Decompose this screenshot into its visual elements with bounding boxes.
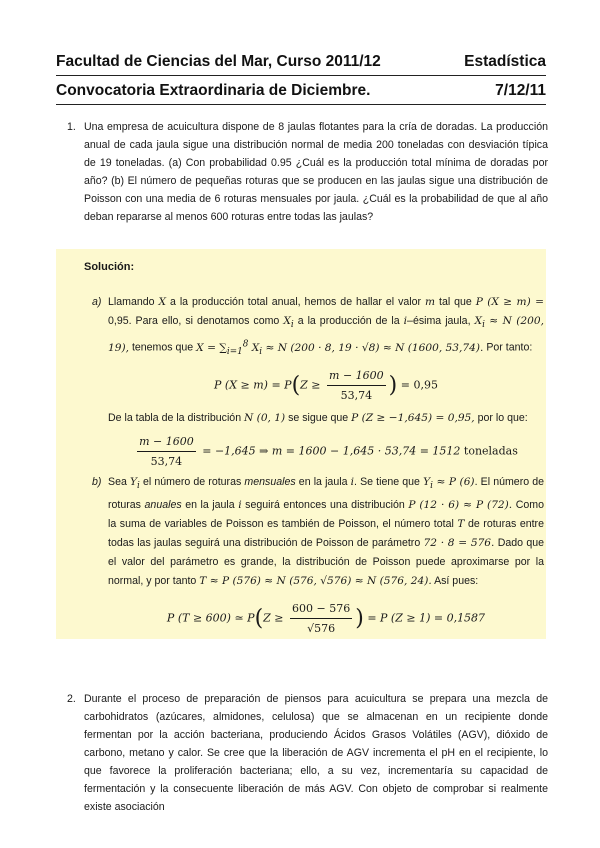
equation-b1: P (T ≥ 600) ≃ P(Z ≥ $\frac{600 - 576}{√576}$ ) = P (Z ≥ 1) = 0,1587 (108, 599, 544, 638)
part-a-body: Llamando X a la producción total anual, hemos de hallar el valor m tal que P (X ≥ m) = 0,95. Para ello, si denotamos como $X_i$ a la producción de la i–ésima jaula, $X_i \approx N$ (200, 19), tenemos que $X = \sum_{i=1}^8$ $X_i \approx N$ (200 · 8, 19 · √8) ≈ N (1600, 53,74). Por tanto: P (X ≥ m) = P(Z ≥ $\frac{m - 1600}{53,74}$ ) = 0,95 De la tabla de la distribución N (0, 1) se sigue que P (Z ≥ −1,645) = 0,95, por lo que: $\frac{m - 1600}{53,74}$ = −1,645 ⇒ m = 1600 − 1,645 · 53,74 = 1512 toneladas (108, 293, 544, 471)
part-a-text: Por tanto: (486, 341, 533, 354)
header-row-1 (56, 53, 546, 71)
problem-1 (67, 118, 548, 226)
part-a-text: a la producción de la (297, 315, 400, 327)
fraction-a1: $\frac{m - 1600}{53,74}$ (327, 366, 386, 405)
fraction-b1: $\frac{600 - 576}{√576}$ (290, 599, 352, 638)
subject-title: Estadística (464, 53, 546, 70)
solution-box (56, 249, 546, 639)
exam-date: 7/12/11 (495, 82, 546, 99)
exam-title: Convocatoria Extraordinaria de Diciembre. (56, 82, 371, 99)
part-a-text: se sigue que (288, 411, 349, 424)
problem-2-text: Durante el proceso de preparación de piensos para acuicultura se prepara una mezcla de carbohidratos (azúcares, almidones, celulosa) que se almacenan en un recipiente donde fermentan por la acción bacteriana, produciendo Ácidos Grasos Volátiles (AGV), dióxido de carbono, metano y calor. Se cree que la liberación de AGV incrementa el pH en el recipiente, lo que favorece la proliferación bacteriana; ello, a su vez, incrementaría su capacidad de fermentación y la consecuente liberación de más AGV. Con objeto de comprobar si realmente existe asociación (84, 693, 548, 813)
header-rule-2 (56, 104, 546, 105)
faculty-title: Facultad de Ciencias del Mar, Curso 2011/12 (56, 53, 381, 70)
fraction-a2: $\frac{m - 1600}{53,74}$ (137, 432, 196, 471)
part-a-text: De la tabla de la distribución (108, 411, 242, 424)
problem-2 (67, 690, 548, 816)
part-b-label: b) (92, 476, 102, 488)
part-a-text: Llamando (108, 296, 155, 308)
part-a-label: a) (92, 296, 102, 308)
solution-part-a (92, 293, 544, 475)
problem-1-text: Una empresa de acuicultura dispone de 8 jaulas flotantes para la cría de doradas. La producción anual de cada jaula sigue una distribución normal de media 200 toneladas con desviación típica de 19 toneladas. (a) Con probabilidad 0.95 ¿Cuál es la producción total mínima de doradas por año? (b) El número de pequeñas roturas que se producen en las jaulas sigue una distribución de Poisson con una media de 6 roturas mensuales por jaula. ¿Cuál es la probabilidad de que al año deban repararse al menos 600 roturas entre todas las jaulas? (84, 121, 548, 223)
equation-a2: $\frac{m - 1600}{53,74}$ = −1,645 ⇒ m = 1600 − 1,645 · 53,74 = 1512 toneladas (108, 432, 544, 471)
header-row-2 (56, 82, 546, 100)
part-a-text: por lo que: (477, 411, 528, 424)
part-a-text: tenemos que (131, 341, 194, 354)
part-a-text: tal que (439, 296, 472, 308)
part-a-text: 0,95. Para ello, si denotamos como (108, 315, 280, 327)
header-rule-1 (56, 75, 546, 76)
problem-1-number: 1. (67, 121, 76, 133)
solution-title: Solución: (84, 261, 135, 273)
part-b-body: Sea $Y_i$ el número de roturas mensuales en la jaula i. Se tiene que $Y_i \approx P$ (6). El número de roturas anuales en la jaula i seguirá entonces una distribución P (12 · 6) ≈ P (72). Como la suma de variables de Poisson es también de Poisson, el número total T de roturas entre todas las jaulas seguirá una distribución de Poisson de parámetro 72 · 8 = 576. Dado que el valor del parámetro es grande, la distribución de Poisson puede aproximarse por la normal, y por tanto T ≈ P (576) ≈ N (576, √576) ≈ N (576, 24). Así pues: P (T ≥ 600) ≃ P(Z ≥ $\frac{600 - 576}{√576}$ ) = P (Z ≥ 1) = 0,1587 (108, 473, 544, 638)
part-a-text: a la producción total anual, hemos de hallar el valor (169, 296, 422, 308)
equation-a1: P (X ≥ m) = P(Z ≥ $\frac{m - 1600}{53,74}$ ) = 0,95 (108, 366, 544, 405)
part-a-text: –ésima jaula, (407, 315, 471, 327)
problem-2-number: 2. (67, 693, 76, 705)
solution-part-b (92, 473, 544, 642)
